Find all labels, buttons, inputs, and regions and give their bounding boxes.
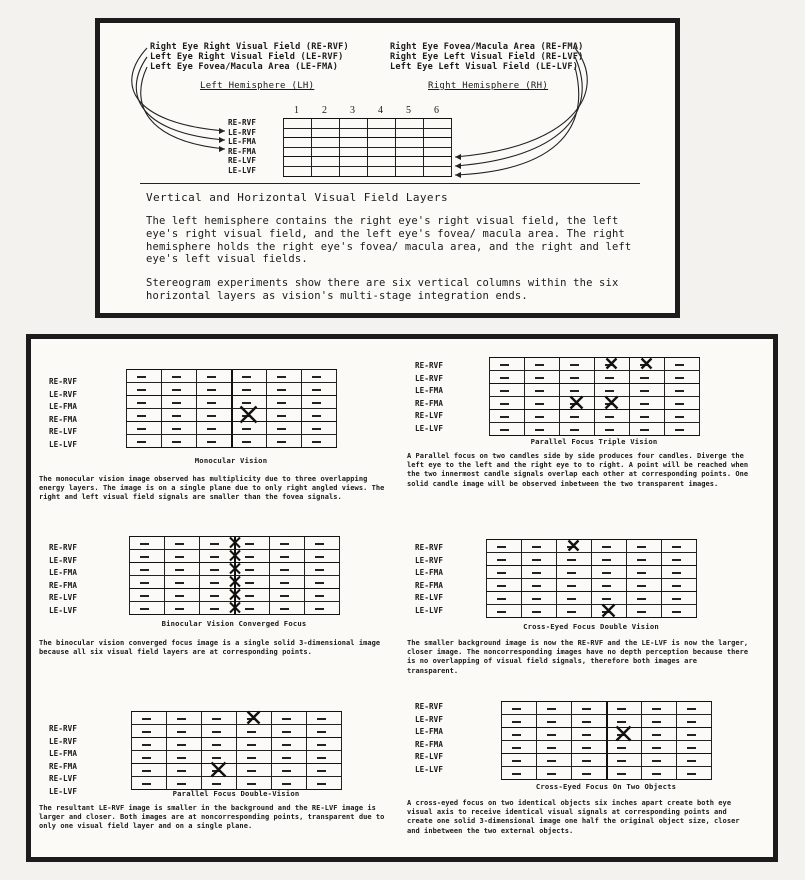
figure-row-label: RE-LVF <box>415 411 444 421</box>
top-row-label-6: LE-LVF <box>228 165 257 175</box>
top-row-label-4: RE-FMA <box>228 146 257 156</box>
figure-row-label: LE-LVF <box>415 765 444 774</box>
grid-band-line <box>283 118 452 119</box>
figure-row-label: LE-LVF <box>415 606 444 615</box>
figure-row-label: LE-RVF <box>49 389 78 399</box>
figure-row-label: RE-LVF <box>415 752 444 762</box>
divider-line <box>140 183 640 184</box>
figure-row-label: LE-FMA <box>415 727 444 737</box>
figure-row-label: RE-LVF <box>415 593 444 603</box>
figure-description: The smaller background image is now the RE-RVF and the LE-LVF is now the larger, closer image. The noncorresponding images have no depth perception because there is no overlapping of visual field signals, therefore both images are transparent. <box>407 639 749 675</box>
figure-row-label: RE-RVF <box>49 724 78 733</box>
column-number: 5 <box>406 105 411 116</box>
column-number: 6 <box>434 105 439 116</box>
figure-marks <box>501 701 713 781</box>
figure-caption: Cross-Eyed Focus On Two Objects <box>535 782 677 791</box>
figure-row-label: LE-FMA <box>49 568 78 578</box>
figure-marks <box>489 357 701 437</box>
grid-band-line <box>283 137 452 138</box>
top-row-label-5: RE-LVF <box>228 156 257 165</box>
figure-caption: Binocular Vision Converged Focus <box>161 619 307 628</box>
figure-marks <box>486 539 698 619</box>
top-row-label-3: LE-FMA <box>228 137 257 146</box>
figure-row-label: RE-FMA <box>415 580 444 590</box>
figure-row-label: RE-RVF <box>49 377 78 386</box>
figure-row-label: RE-RVF <box>415 361 444 370</box>
figure-row-label: LE-FMA <box>415 386 444 396</box>
figure-row-label: LE-LVF <box>49 787 78 796</box>
left-hemisphere-label: Left Hemisphere (LH) <box>200 81 315 91</box>
grid-band-line <box>283 156 452 157</box>
figure-row-label: RE-FMA <box>49 414 78 424</box>
figure-row-label: LE-LVF <box>49 606 78 615</box>
figure-marks <box>131 711 343 791</box>
section-title: Vertical and Horizontal Visual Field Layers <box>146 191 448 204</box>
figure-marks <box>126 369 338 449</box>
figure-row-label: LE-FMA <box>415 568 444 578</box>
figure-description: A cross-eyed focus on two identical objects six inches apart create both eye visual axis to receive identical visual signals at corresponding points and create one solid 3-dimensional image one half the original object size, closer and inbetween the two external objects. <box>407 799 740 835</box>
visual-field-layers-panel <box>95 18 680 318</box>
paragraph-hemispheres: The left hemisphere contains the right eye's right visual field, the left eye's right visual field, and the left eye's fovea/ macula area. The right hemisphere holds the right eye's fovea/ macula area, and the right and left eye's left visual fields. <box>146 215 632 266</box>
figure-row-label: RE-RVF <box>415 702 444 711</box>
figure-caption: Monocular Vision <box>194 456 268 465</box>
column-number: 3 <box>350 105 355 116</box>
paragraph-stereogram: Stereogram experiments show there are six vertical columns within the six horizontal layers as vision's multi-stage integration ends. <box>146 277 619 302</box>
column-number: 1 <box>294 105 299 116</box>
figure-caption: Parallel Focus Double-Vision <box>172 789 300 798</box>
top-row-label-2: LE-RVF <box>228 127 257 137</box>
figure-row-label: RE-LVF <box>49 774 78 784</box>
figure-row-label: LE-RVF <box>49 736 78 746</box>
legend-left-line-2: Left Eye Right Visual Field (LE-RVF) <box>150 52 344 62</box>
figure-description: A Parallel focus on two candles side by side produces four candles. Diverge the left eye to the left and the right eye to to right. A point will be reached when the two innermost candle signals overlap each other at corresponding points. One solid candle image will be observed inbetween the two transparent images. <box>407 452 749 488</box>
legend-right-line-3: Left Eye Left Visual Field (LE-LVF) <box>390 62 579 72</box>
column-number: 4 <box>378 105 383 116</box>
figure-description: The resultant LE-RVF image is smaller in the background and the RE-LVF image is larger and closer. Both images are at noncorresponding points, transparent due to only one visual field layer and on a single plane. <box>39 804 385 831</box>
figure-caption: Cross-Eyed Focus Double Vision <box>523 622 659 631</box>
figure-row-label: RE-LVF <box>49 593 78 603</box>
figure-row-label: RE-FMA <box>415 398 444 408</box>
figure-row-label: RE-FMA <box>49 761 78 771</box>
figure-row-label: LE-FMA <box>49 749 78 759</box>
grid-band-line <box>283 176 452 177</box>
figure-row-label: RE-FMA <box>415 739 444 749</box>
right-hemisphere-label: Right Hemisphere (RH) <box>428 81 549 91</box>
vision-modes-panel <box>26 334 778 862</box>
figure-caption: Parallel Focus Triple Vision <box>530 437 658 446</box>
figure-row-label: LE-RVF <box>415 373 444 383</box>
figure-description: The monocular vision image observed has multiplicity due to three overlapping energy layers. The image is on a single plane due to only right angled views. The right and left visual field signals are smaller than the fovea signals. <box>39 475 385 502</box>
figure-row-label: RE-RVF <box>49 543 78 552</box>
figure-row-label: LE-LVF <box>49 440 78 449</box>
legend-left-line-1: Right Eye Right Visual Field (RE-RVF) <box>150 42 349 52</box>
figure-row-label: LE-RVF <box>415 714 444 724</box>
legend-right-line-2: Right Eye Left Visual Field (RE-LVF) <box>390 52 584 62</box>
column-number: 2 <box>322 105 327 116</box>
figure-row-label: LE-FMA <box>49 402 78 412</box>
figure-row-label: LE-RVF <box>415 555 444 565</box>
figure-row-label: LE-RVF <box>49 555 78 565</box>
figure-row-label: LE-LVF <box>415 424 444 433</box>
figure-row-label: RE-FMA <box>49 580 78 590</box>
figure-row-label: RE-LVF <box>49 427 78 437</box>
figure-marks <box>129 536 341 616</box>
legend-left-line-3: Left Eye Fovea/Macula Area (LE-FMA) <box>150 62 339 72</box>
figure-row-label: RE-RVF <box>415 543 444 552</box>
figure-description: The binocular vision converged focus image is a single solid 3-dimensional image because all six visual field layers are at corresponding points. <box>39 639 381 657</box>
top-row-label-1: RE-RVF <box>228 118 257 127</box>
legend-right-line-1: Right Eye Fovea/Macula Area (RE-FMA) <box>390 42 584 52</box>
